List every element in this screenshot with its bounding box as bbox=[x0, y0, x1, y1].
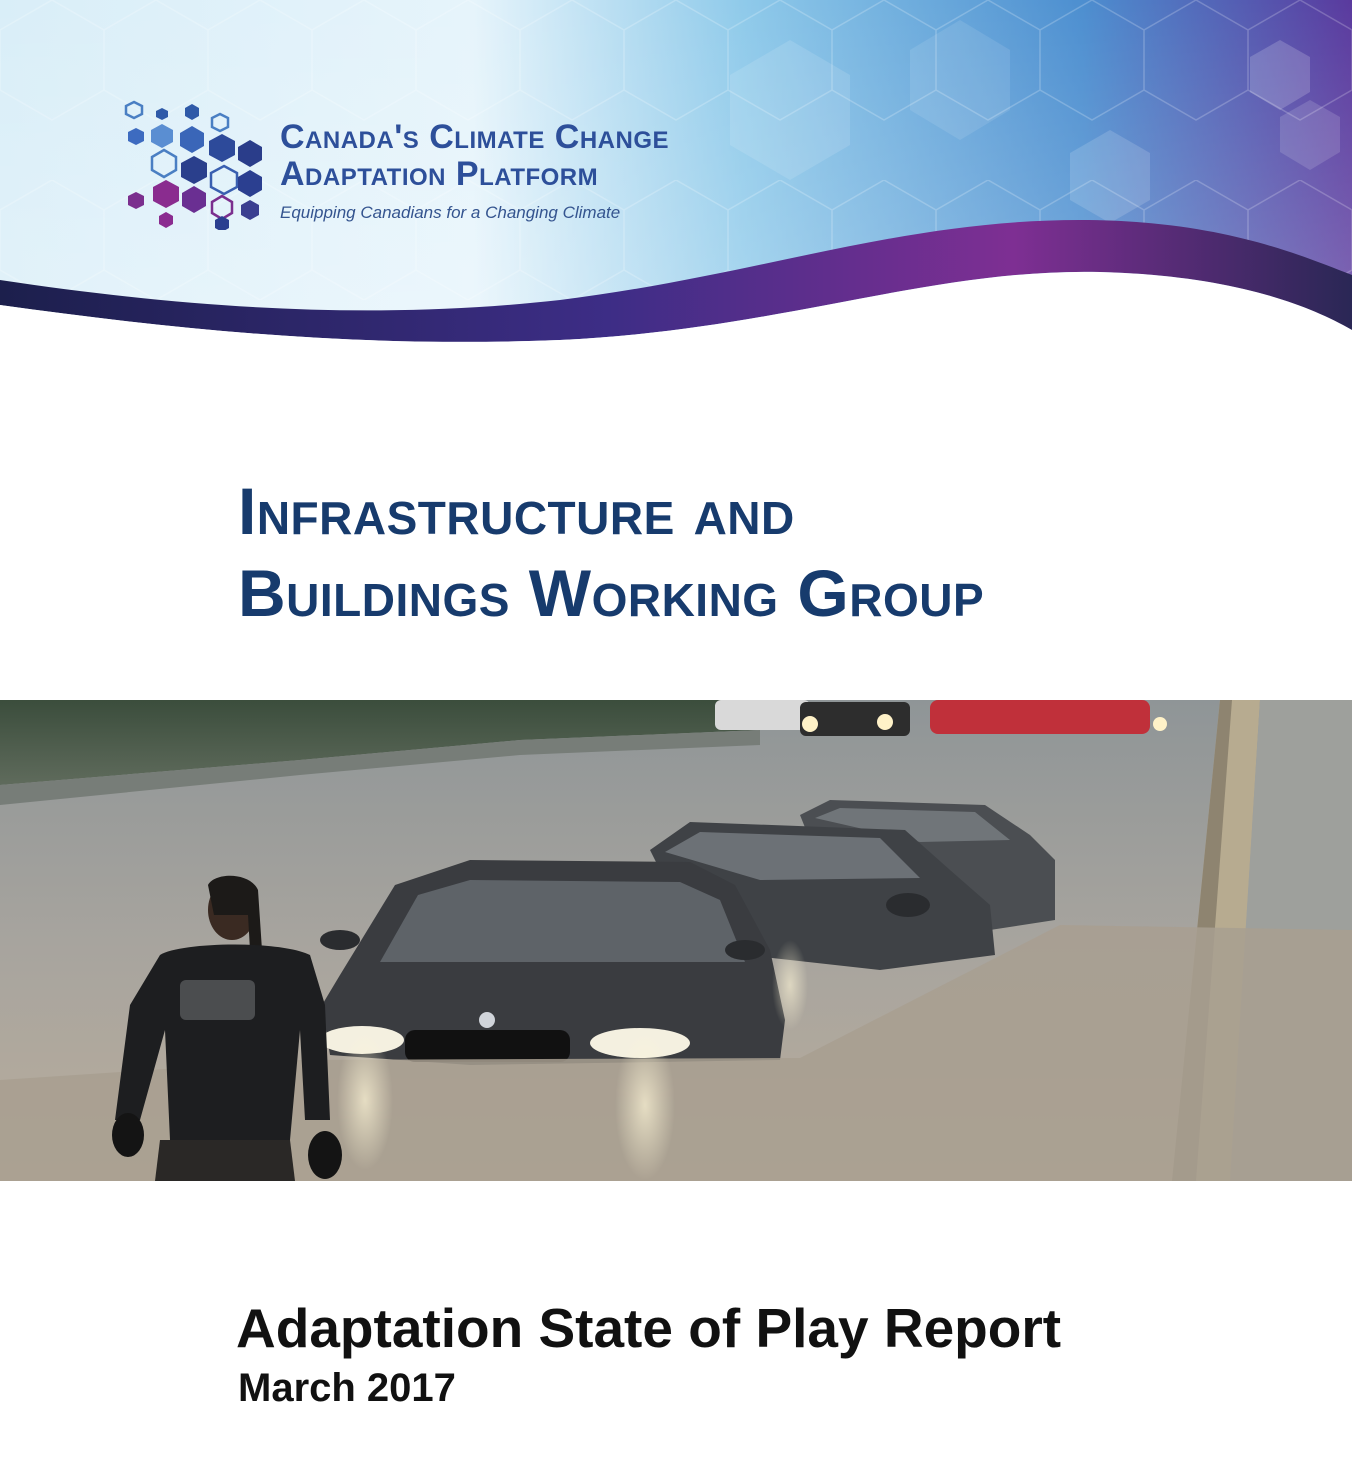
flooded-road-icon bbox=[0, 700, 1352, 1181]
cover-photo bbox=[0, 700, 1352, 1181]
page-title-line2: Buildings Working Group bbox=[238, 556, 985, 630]
header-banner bbox=[0, 0, 1352, 350]
logo-tagline: Equipping Canadians for a Changing Climate bbox=[280, 203, 621, 222]
report-title: Adaptation State of Play Report bbox=[236, 1297, 1062, 1359]
page-title-line1: Infrastructure and bbox=[238, 474, 795, 548]
logo-hexagon-icon bbox=[122, 100, 267, 230]
logo-title-line2: Adaptation Platform bbox=[280, 155, 599, 193]
logo-title-line1: Canada's Climate Change bbox=[280, 118, 670, 156]
page-title bbox=[238, 470, 984, 634]
report-date: March 2017 bbox=[238, 1366, 456, 1410]
